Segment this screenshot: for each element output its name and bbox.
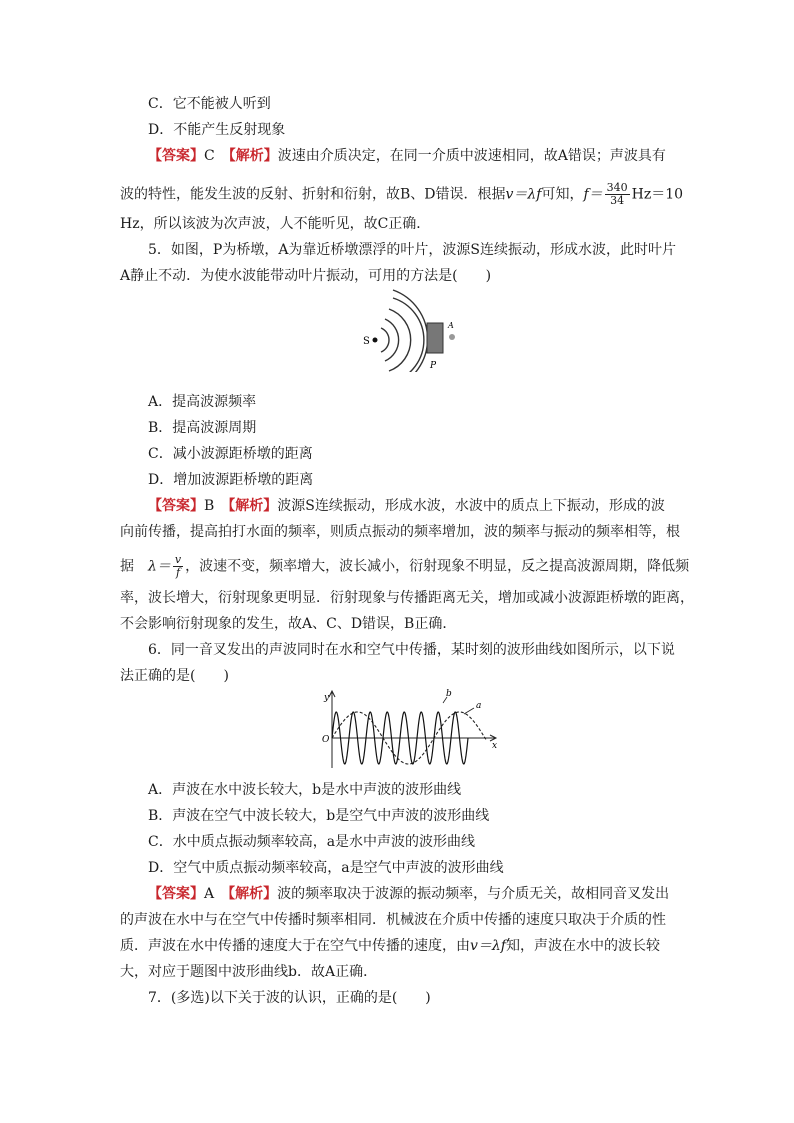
- q6-answer-line: [148, 884, 669, 904]
- analysis-text: ，波速不变，频率增大，波长减小，衍射现象不明显，反之提高波源周期，降低频: [185, 558, 690, 575]
- fraction-numerator: 340: [606, 181, 628, 194]
- answer-tag: 【答案】: [148, 148, 204, 164]
- q5-option-a: A．提高波源频率: [148, 394, 257, 410]
- q6-option-d: D．空气中质点振动频率较高，a是空气中声波的波形曲线: [148, 860, 504, 876]
- analysis-text: 质．声波在水中传播的速度大于在空气中传播的速度，由: [120, 938, 470, 954]
- q6-stem-line-2: 法正确的是( ): [120, 668, 229, 684]
- leaf-label: A: [448, 321, 454, 330]
- q5-stem-line-2: A静止不动．为使水波能带动叶片振动，可用的方法是( ): [120, 268, 492, 284]
- fraction-numerator: v: [174, 553, 182, 566]
- formula: v＝λf: [505, 186, 542, 203]
- analysis-tag: 【解析】: [228, 886, 278, 902]
- analysis-text: Hz＝10: [631, 186, 684, 203]
- q6-option-c: C．水中质点振动频率较高，a是水中声波的波形曲线: [148, 834, 476, 850]
- leaf-dot: [449, 334, 455, 340]
- q4-option-d: D．不能产生反射现象: [148, 122, 286, 138]
- q6-option-a: A．声波在水中波长较大，b是水中声波的波形曲线: [148, 782, 462, 798]
- curve-a-label: a: [476, 701, 482, 711]
- y-axis-label: y: [324, 693, 330, 703]
- x-axis-label: x: [492, 741, 498, 751]
- analysis-text: 波的频率取决于波源的振动频率，与介质无关，故相同音叉发出: [277, 886, 670, 902]
- wavefront: [389, 309, 411, 371]
- q5-answer-line: [148, 496, 665, 516]
- q5-analysis-line-3: [120, 554, 689, 579]
- analysis-tag: 【解析】: [228, 148, 278, 164]
- q6-analysis-line-3: [120, 936, 660, 956]
- q5-option-c: C．减小波源距桥墩的距离: [148, 446, 313, 462]
- q5-analysis-line-5: 不会影响衍射现象的发生，故A、C、D错误，B正确．: [120, 616, 457, 632]
- answer-value: A: [204, 886, 215, 902]
- answer-value: C: [204, 148, 215, 164]
- wavefront: [381, 328, 389, 352]
- fraction-denominator: 34: [610, 194, 625, 207]
- q5-option-b: B．提高波源周期: [148, 420, 257, 436]
- q4-analysis-line-3: Hz，所以该波为次声波，人不能听见，故C正确．: [120, 216, 431, 232]
- analysis-text: 波速由介质决定，在同一介质中波速相同，故A错误；声波具有: [277, 148, 666, 164]
- q6-waveform-figure: [318, 688, 500, 770]
- analysis-tag: 【解析】: [228, 498, 278, 514]
- analysis-text: 知，声波在水中的波长较: [505, 938, 660, 954]
- analysis-text: 波源S连续振动，形成水波，水波中的质点上下振动，形成的波: [277, 498, 665, 514]
- answer-tag: 【答案】: [148, 498, 204, 514]
- analysis-text: 据: [120, 558, 134, 575]
- answer-value: B: [204, 498, 215, 514]
- bridge-pier: [427, 323, 443, 353]
- curve-b-label: b: [446, 689, 452, 699]
- q6-stem-line-1: 6．同一音叉发出的声波同时在水和空气中传播，某时刻的波形曲线如图所示，以下说: [148, 642, 675, 658]
- q6-option-b: B．声波在空气中波长较大，b是空气中声波的波形曲线: [148, 808, 490, 824]
- fraction: [605, 182, 630, 207]
- q5-analysis-line-2: 向前传播，提高拍打水面的频率，则质点振动的频率增加，波的频率与振动的频率相等，根: [120, 524, 680, 540]
- fraction-denominator: f: [175, 566, 181, 579]
- pier-label: P: [430, 361, 437, 371]
- fraction: [173, 554, 183, 579]
- formula: v＝λf: [470, 938, 506, 954]
- q6-analysis-line-4: 大，对应于题图中波形曲线b．故A正确．: [120, 964, 378, 980]
- answer-tag: 【答案】: [148, 886, 204, 902]
- q5-analysis-line-4: 率，波长增大，衍射现象更明显．衍射现象与传播距离无关，增加或减小波源距桥墩的距离，: [120, 590, 694, 606]
- q4-analysis-line-2: [120, 182, 683, 207]
- q4-option-c: C．它不能被人听到: [148, 96, 271, 112]
- wave-source-dot: [373, 338, 378, 343]
- formula: f＝: [583, 186, 603, 203]
- q7-stem: 7．(多选)以下关于波的认识，正确的是( ): [148, 990, 431, 1006]
- source-label: S: [363, 336, 370, 347]
- analysis-text: 可知，: [541, 186, 584, 203]
- label-pointer-a: [464, 708, 474, 714]
- q5-option-d: D．增加波源距桥墩的距离: [148, 472, 314, 488]
- q5-wave-figure: [355, 288, 475, 372]
- analysis-text: 波的特性，能发生波的反射、折射和衍射，故B、D错误．根据: [120, 186, 506, 203]
- q5-stem-line-1: 5．如图，P为桥墩，A为靠近桥墩漂浮的叶片，波源S连续振动，形成水波，此时叶片: [148, 242, 677, 258]
- q4-answer-line: [148, 146, 666, 166]
- origin-label: O: [322, 735, 330, 745]
- q6-analysis-line-2: 的声波在水中与在空气中传播时频率相同．机械波在介质中传播的速度只取决于介质的性: [120, 912, 666, 928]
- formula: λ＝: [148, 558, 171, 575]
- wavefront: [385, 319, 399, 361]
